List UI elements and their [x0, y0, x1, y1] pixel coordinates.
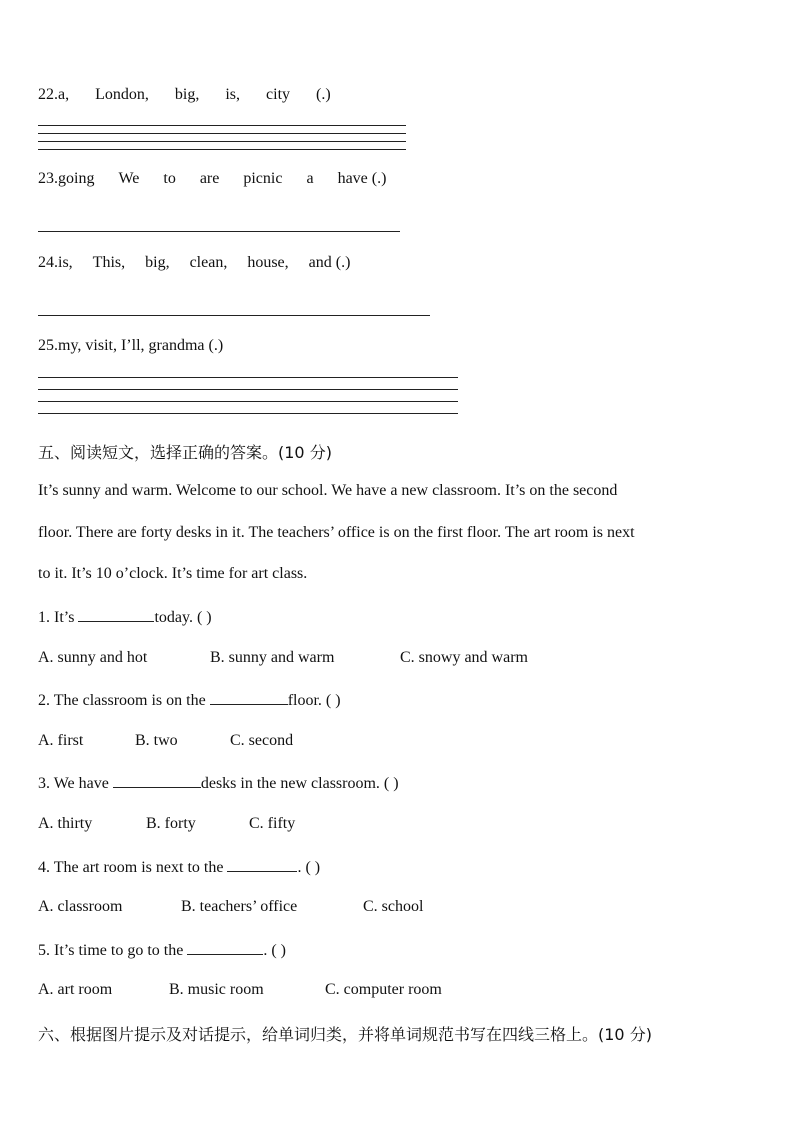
answer-blank[interactable]: [187, 940, 263, 955]
question-text: 2. The classroom is on the: [38, 692, 210, 709]
option-c[interactable]: C. computer room: [325, 981, 442, 998]
word: city: [266, 86, 291, 103]
option-b[interactable]: B. sunny and warm: [210, 649, 335, 666]
word: big,: [145, 254, 170, 271]
passage-line: floor. There are forty desks in it. The teachers’ office is on the first floor. The art room is next: [38, 524, 635, 541]
option-a[interactable]: A. sunny and hot: [38, 649, 148, 666]
question-text: . ( ): [263, 942, 286, 959]
writing-line[interactable]: [38, 377, 458, 378]
question-4: [38, 857, 320, 877]
word: clean,: [189, 254, 228, 271]
passage-line: to it. It’s 10 o’clock. It’s time for art class.: [38, 565, 308, 582]
word: to: [163, 170, 176, 187]
options-1: [38, 649, 528, 667]
word: and (.): [308, 254, 351, 271]
writing-line[interactable]: [38, 125, 406, 126]
options-3: [38, 815, 295, 833]
question-text: today. ( ): [154, 609, 212, 626]
answer-blank[interactable]: [113, 773, 201, 788]
passage-line: It’s sunny and warm. Welcome to our school. We have a new classroom. It’s on the second: [38, 482, 618, 499]
word: London,: [95, 86, 149, 103]
option-c[interactable]: C. snowy and warm: [400, 649, 528, 666]
section-6-heading: 六、根据图片提示及对话提示，给单词归类，并将单词规范书写在四线三格上。(10 分): [38, 1025, 652, 1044]
question-text: 5. It’s time to go to the: [38, 942, 188, 959]
question-3: [38, 773, 399, 793]
word: is,: [58, 254, 73, 271]
option-b[interactable]: B. two: [135, 732, 178, 749]
question-22: [38, 86, 331, 104]
question-2: [38, 690, 341, 710]
question-1: [38, 607, 212, 627]
writing-line[interactable]: [38, 141, 406, 142]
answer-blank[interactable]: [210, 690, 288, 705]
word: house,: [247, 254, 289, 271]
word: a,: [58, 86, 70, 103]
option-a[interactable]: A. first: [38, 732, 84, 749]
option-b[interactable]: B. forty: [146, 815, 196, 832]
writing-line[interactable]: [38, 133, 406, 134]
question-text: 1. It’s: [38, 609, 79, 626]
options-2: [38, 732, 293, 750]
word: (.): [316, 86, 331, 103]
writing-line[interactable]: [38, 149, 406, 150]
answer-line[interactable]: [38, 231, 400, 232]
question-text: desks in the new classroom. ( ): [200, 775, 399, 792]
writing-line[interactable]: [38, 389, 458, 390]
option-b[interactable]: B. music room: [169, 981, 264, 998]
question-number: 22.: [38, 86, 58, 103]
word: are: [199, 170, 220, 187]
question-text: my, visit, I’ll, grandma (.): [58, 337, 224, 354]
question-text: 3. We have: [38, 775, 113, 792]
word: going: [58, 170, 95, 187]
option-a[interactable]: A. classroom: [38, 898, 123, 915]
option-a[interactable]: A. art room: [38, 981, 113, 998]
answer-blank[interactable]: [227, 857, 297, 872]
options-5: [38, 981, 442, 999]
question-text: floor. ( ): [287, 692, 341, 709]
word: picnic: [243, 170, 283, 187]
question-5: [38, 940, 286, 960]
option-c[interactable]: C. fifty: [249, 815, 296, 832]
word: big,: [174, 86, 200, 103]
option-c[interactable]: C. second: [230, 732, 294, 749]
option-a[interactable]: A. thirty: [38, 815, 93, 832]
writing-line[interactable]: [38, 401, 458, 402]
question-24: [38, 254, 350, 272]
question-25: [38, 337, 223, 355]
option-b[interactable]: B. teachers’ office: [181, 898, 298, 915]
option-c[interactable]: C. school: [363, 898, 424, 915]
section-5-heading: 五、阅读短文，选择正确的答案。(10 分): [38, 443, 332, 462]
question-text: . ( ): [297, 859, 321, 876]
word: This,: [92, 254, 126, 271]
word: a: [306, 170, 314, 187]
answer-blank[interactable]: [78, 607, 154, 622]
writing-line[interactable]: [38, 413, 458, 414]
question-23: [38, 170, 386, 188]
question-number: 24.: [38, 254, 58, 271]
word: We: [118, 170, 140, 187]
word: have (.): [337, 170, 387, 187]
word: is,: [225, 86, 241, 103]
options-4: [38, 898, 423, 916]
question-number: 23.: [38, 170, 58, 187]
question-number: 25.: [38, 337, 58, 354]
answer-line[interactable]: [38, 315, 430, 316]
question-text: 4. The art room is next to the: [38, 859, 228, 876]
